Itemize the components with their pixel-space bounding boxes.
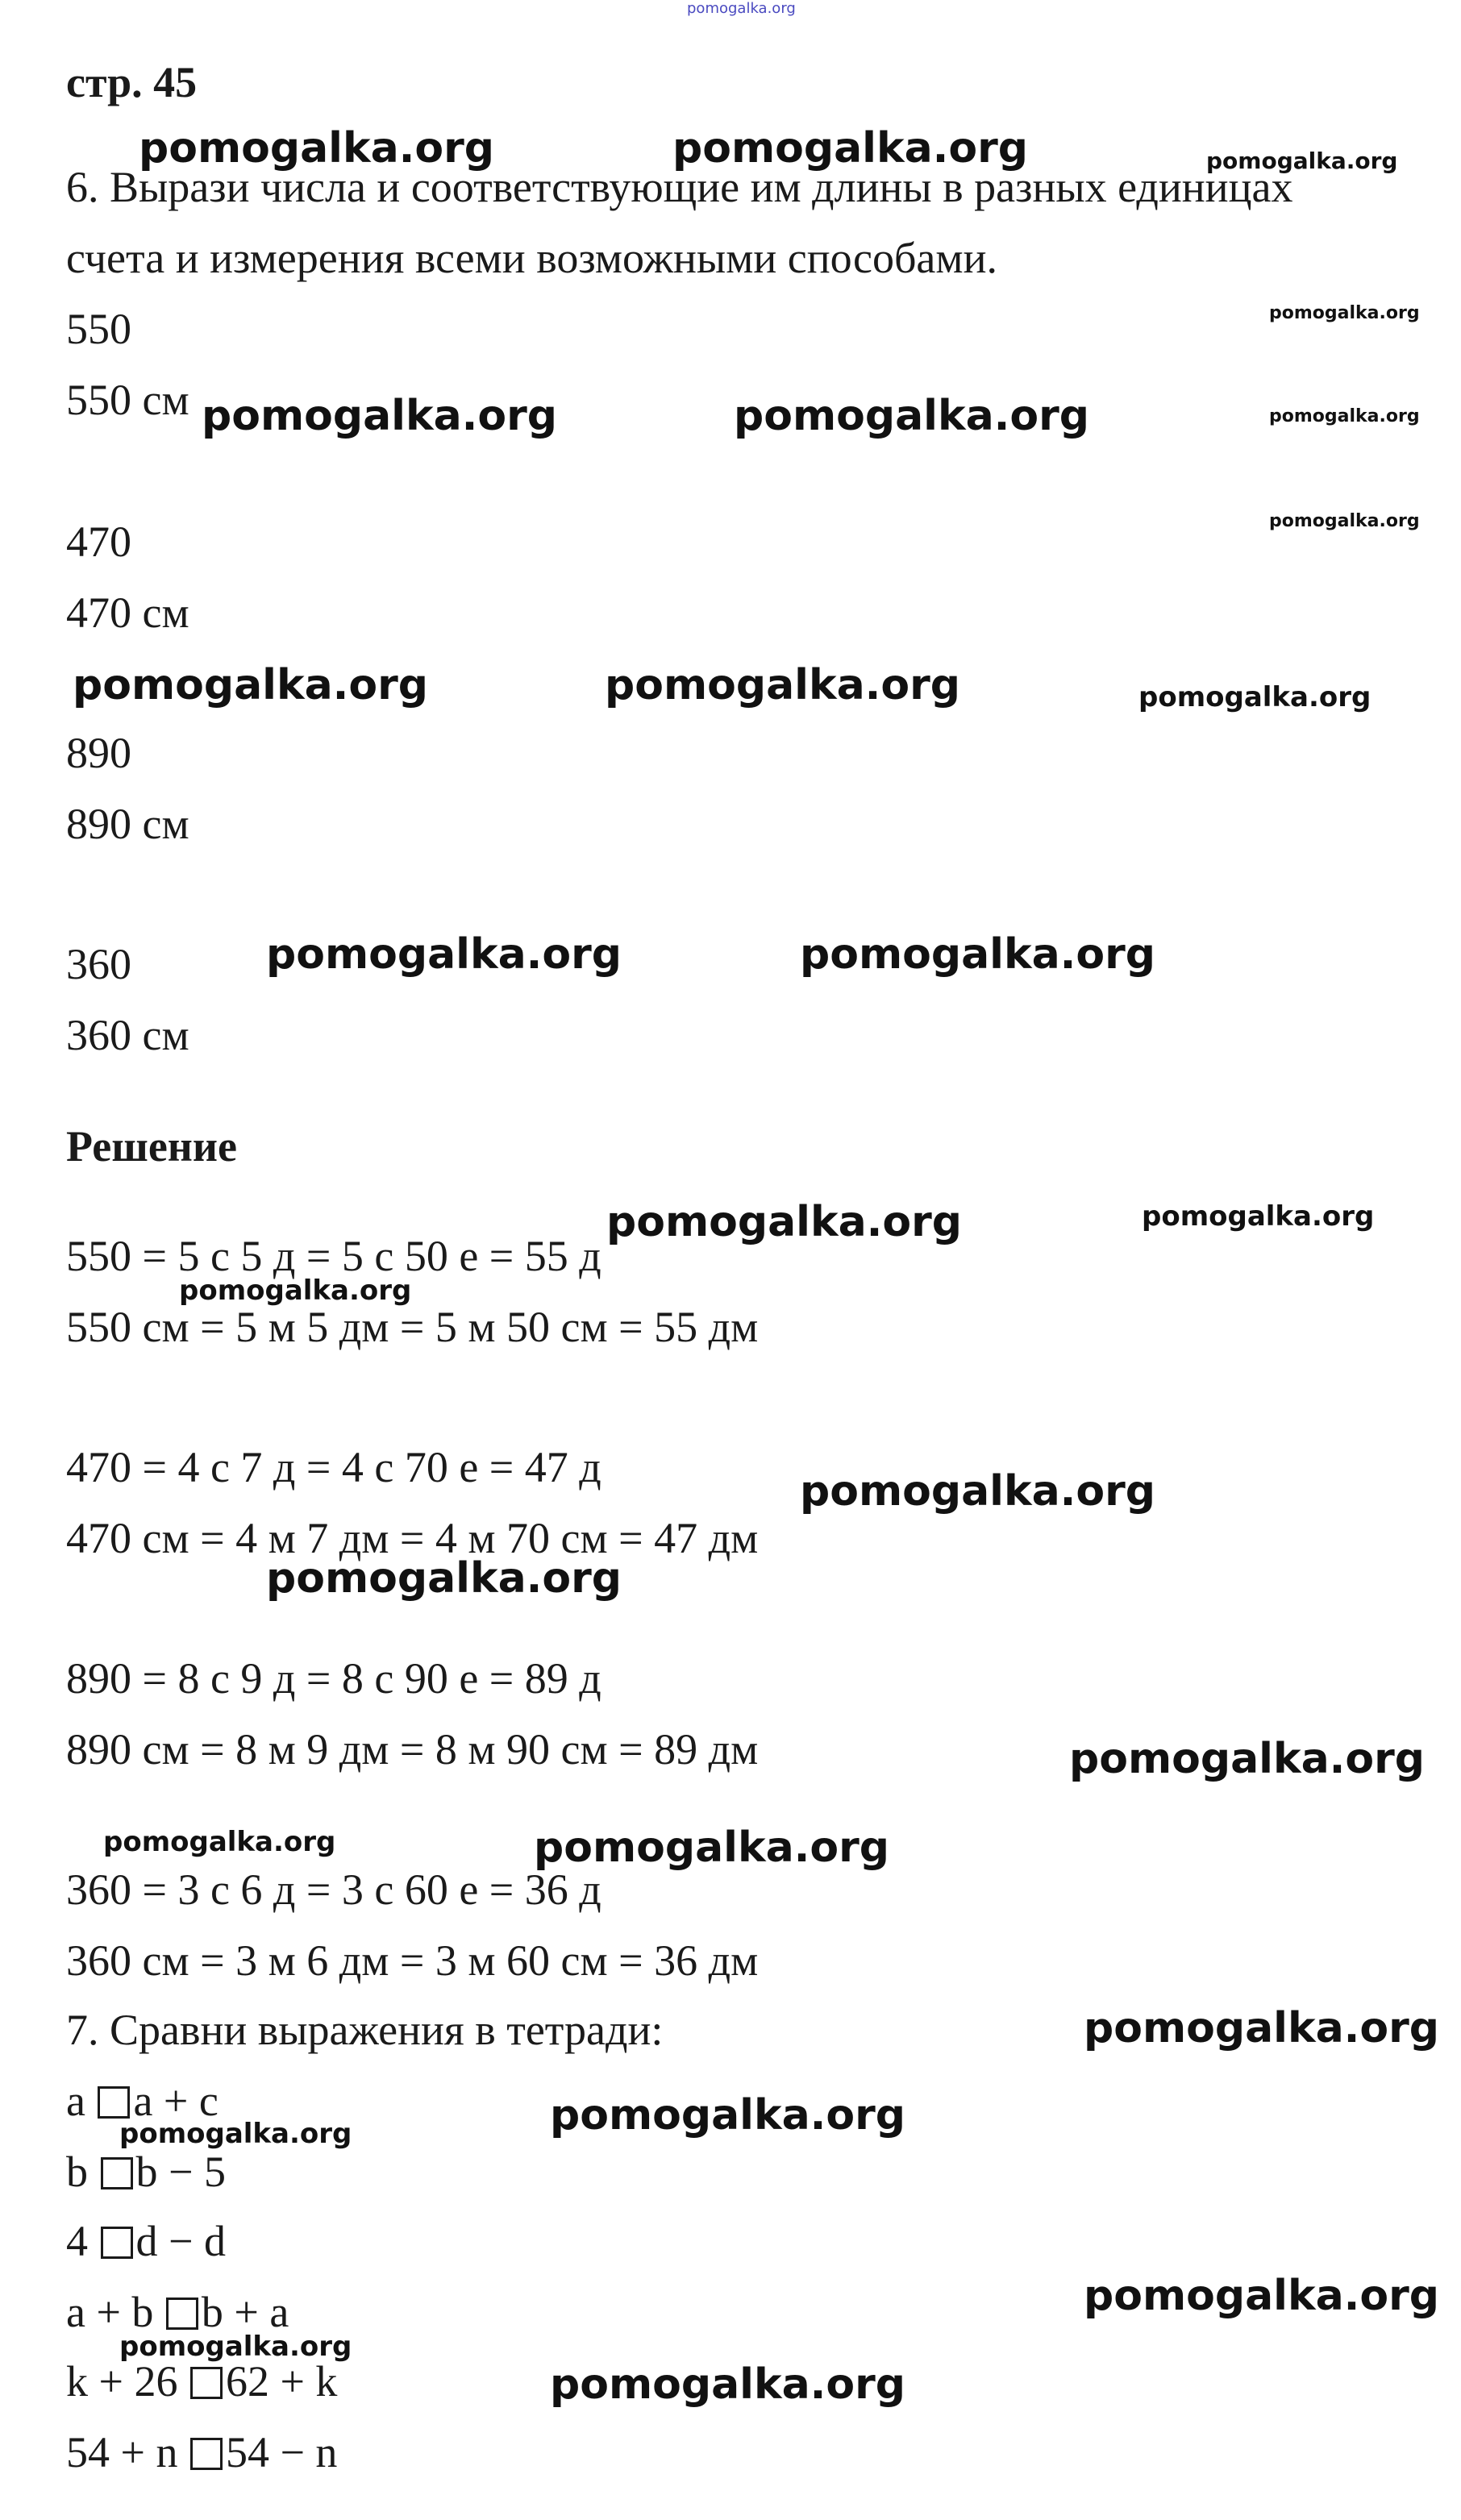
watermark: pomogalka.org [1069,1735,1426,1783]
watermark: pomogalka.org [687,0,796,17]
watermark: pomogalka.org [1269,511,1420,531]
watermark: pomogalka.org [1269,406,1420,426]
solution-line: 360 см = 3 м 6 дм = 3 м 60 см = 36 дм [66,1936,759,1985]
comparison-right: 54 − n [225,2428,338,2476]
comparison-right: d − d [135,2217,226,2265]
task6-item: 470 [66,518,131,566]
comparison-row [66,2356,337,2407]
task6-title-line1: 6. Вырази числа и соответствующие им длины в разных единицах [66,163,1293,211]
comparison-right: 62 + k [225,2357,338,2406]
watermark: pomogalka.org [550,2360,906,2409]
watermark: pomogalka.org [139,124,495,173]
comparison-left: a [66,2077,97,2125]
watermark: pomogalka.org [202,392,558,440]
comparison-left: k + 26 [66,2357,189,2406]
watermark: pomogalka.org [1142,1200,1375,1233]
comparison-left: b [66,2148,99,2196]
watermark: pomogalka.org [800,930,1156,979]
watermark: pomogalka.org [119,2118,352,2150]
watermark: pomogalka.org [800,1467,1156,1516]
watermark: pomogalka.org [734,392,1090,440]
empty-box-icon [190,2438,223,2470]
watermark: pomogalka.org [1084,2004,1440,2052]
watermark: pomogalka.org [119,2331,352,2363]
comparison-right: b − 5 [135,2148,226,2196]
watermark: pomogalka.org [179,1275,412,1307]
empty-box-icon [101,2227,133,2259]
watermark: pomogalka.org [1269,303,1420,323]
comparison-row [66,2146,226,2198]
comparison-left: 4 [66,2217,99,2265]
empty-box-icon [98,2086,130,2119]
task7-title: 7. Сравни выражения в тетради: [66,2006,664,2054]
watermark: pomogalka.org [103,1826,336,1858]
watermark: pomogalka.org [672,124,1029,173]
comparison-left: 54 + n [66,2428,189,2476]
comparison-right: b + a [201,2288,289,2336]
task6-item: 550 [66,305,131,353]
watermark: pomogalka.org [1138,681,1372,713]
comparison-left: a + b [66,2288,164,2336]
empty-box-icon [166,2298,198,2330]
watermark: pomogalka.org [1084,2272,1440,2320]
comparison-row [66,2215,226,2267]
watermark: pomogalka.org [1206,148,1398,174]
task6-item: 890 [66,729,131,777]
task6-item: 890 см [66,800,189,848]
task6-title-line2: счета и измерения всеми возможными способами. [66,234,997,282]
task6-item: 550 см [66,376,189,424]
solution-line: 890 = 8 с 9 д = 8 с 90 е = 89 д [66,1654,601,1703]
solution-line: 360 = 3 с 6 д = 3 с 60 е = 36 д [66,1865,601,1914]
solution-line: 470 см = 4 м 7 дм = 4 м 70 см = 47 дм [66,1514,759,1562]
page-label: стр. 45 [66,58,198,106]
task6-item: 470 см [66,588,189,637]
watermark: pomogalka.org [534,1823,890,1872]
empty-box-icon [101,2157,133,2189]
empty-box-icon [190,2367,223,2399]
solution-line: 470 = 4 с 7 д = 4 с 70 е = 47 д [66,1443,601,1491]
watermark: pomogalka.org [266,1554,622,1603]
watermark: pomogalka.org [606,1198,963,1246]
solution-line: 550 = 5 с 5 д = 5 с 50 е = 55 д [66,1232,601,1280]
solution-line: 890 см = 8 м 9 дм = 8 м 90 см = 89 дм [66,1725,759,1774]
comparison-right: a + c [133,2077,219,2125]
watermark: pomogalka.org [73,661,429,709]
watermark: pomogalka.org [605,661,961,709]
task6-item: 360 см [66,1011,189,1059]
solution-line: 550 см = 5 м 5 дм = 5 м 50 см = 55 дм [66,1303,759,1351]
watermark: pomogalka.org [266,930,622,979]
task6-item: 360 [66,940,131,988]
comparison-row [66,2426,337,2478]
watermark: pomogalka.org [550,2091,906,2140]
solution-heading: Решение [66,1122,237,1171]
